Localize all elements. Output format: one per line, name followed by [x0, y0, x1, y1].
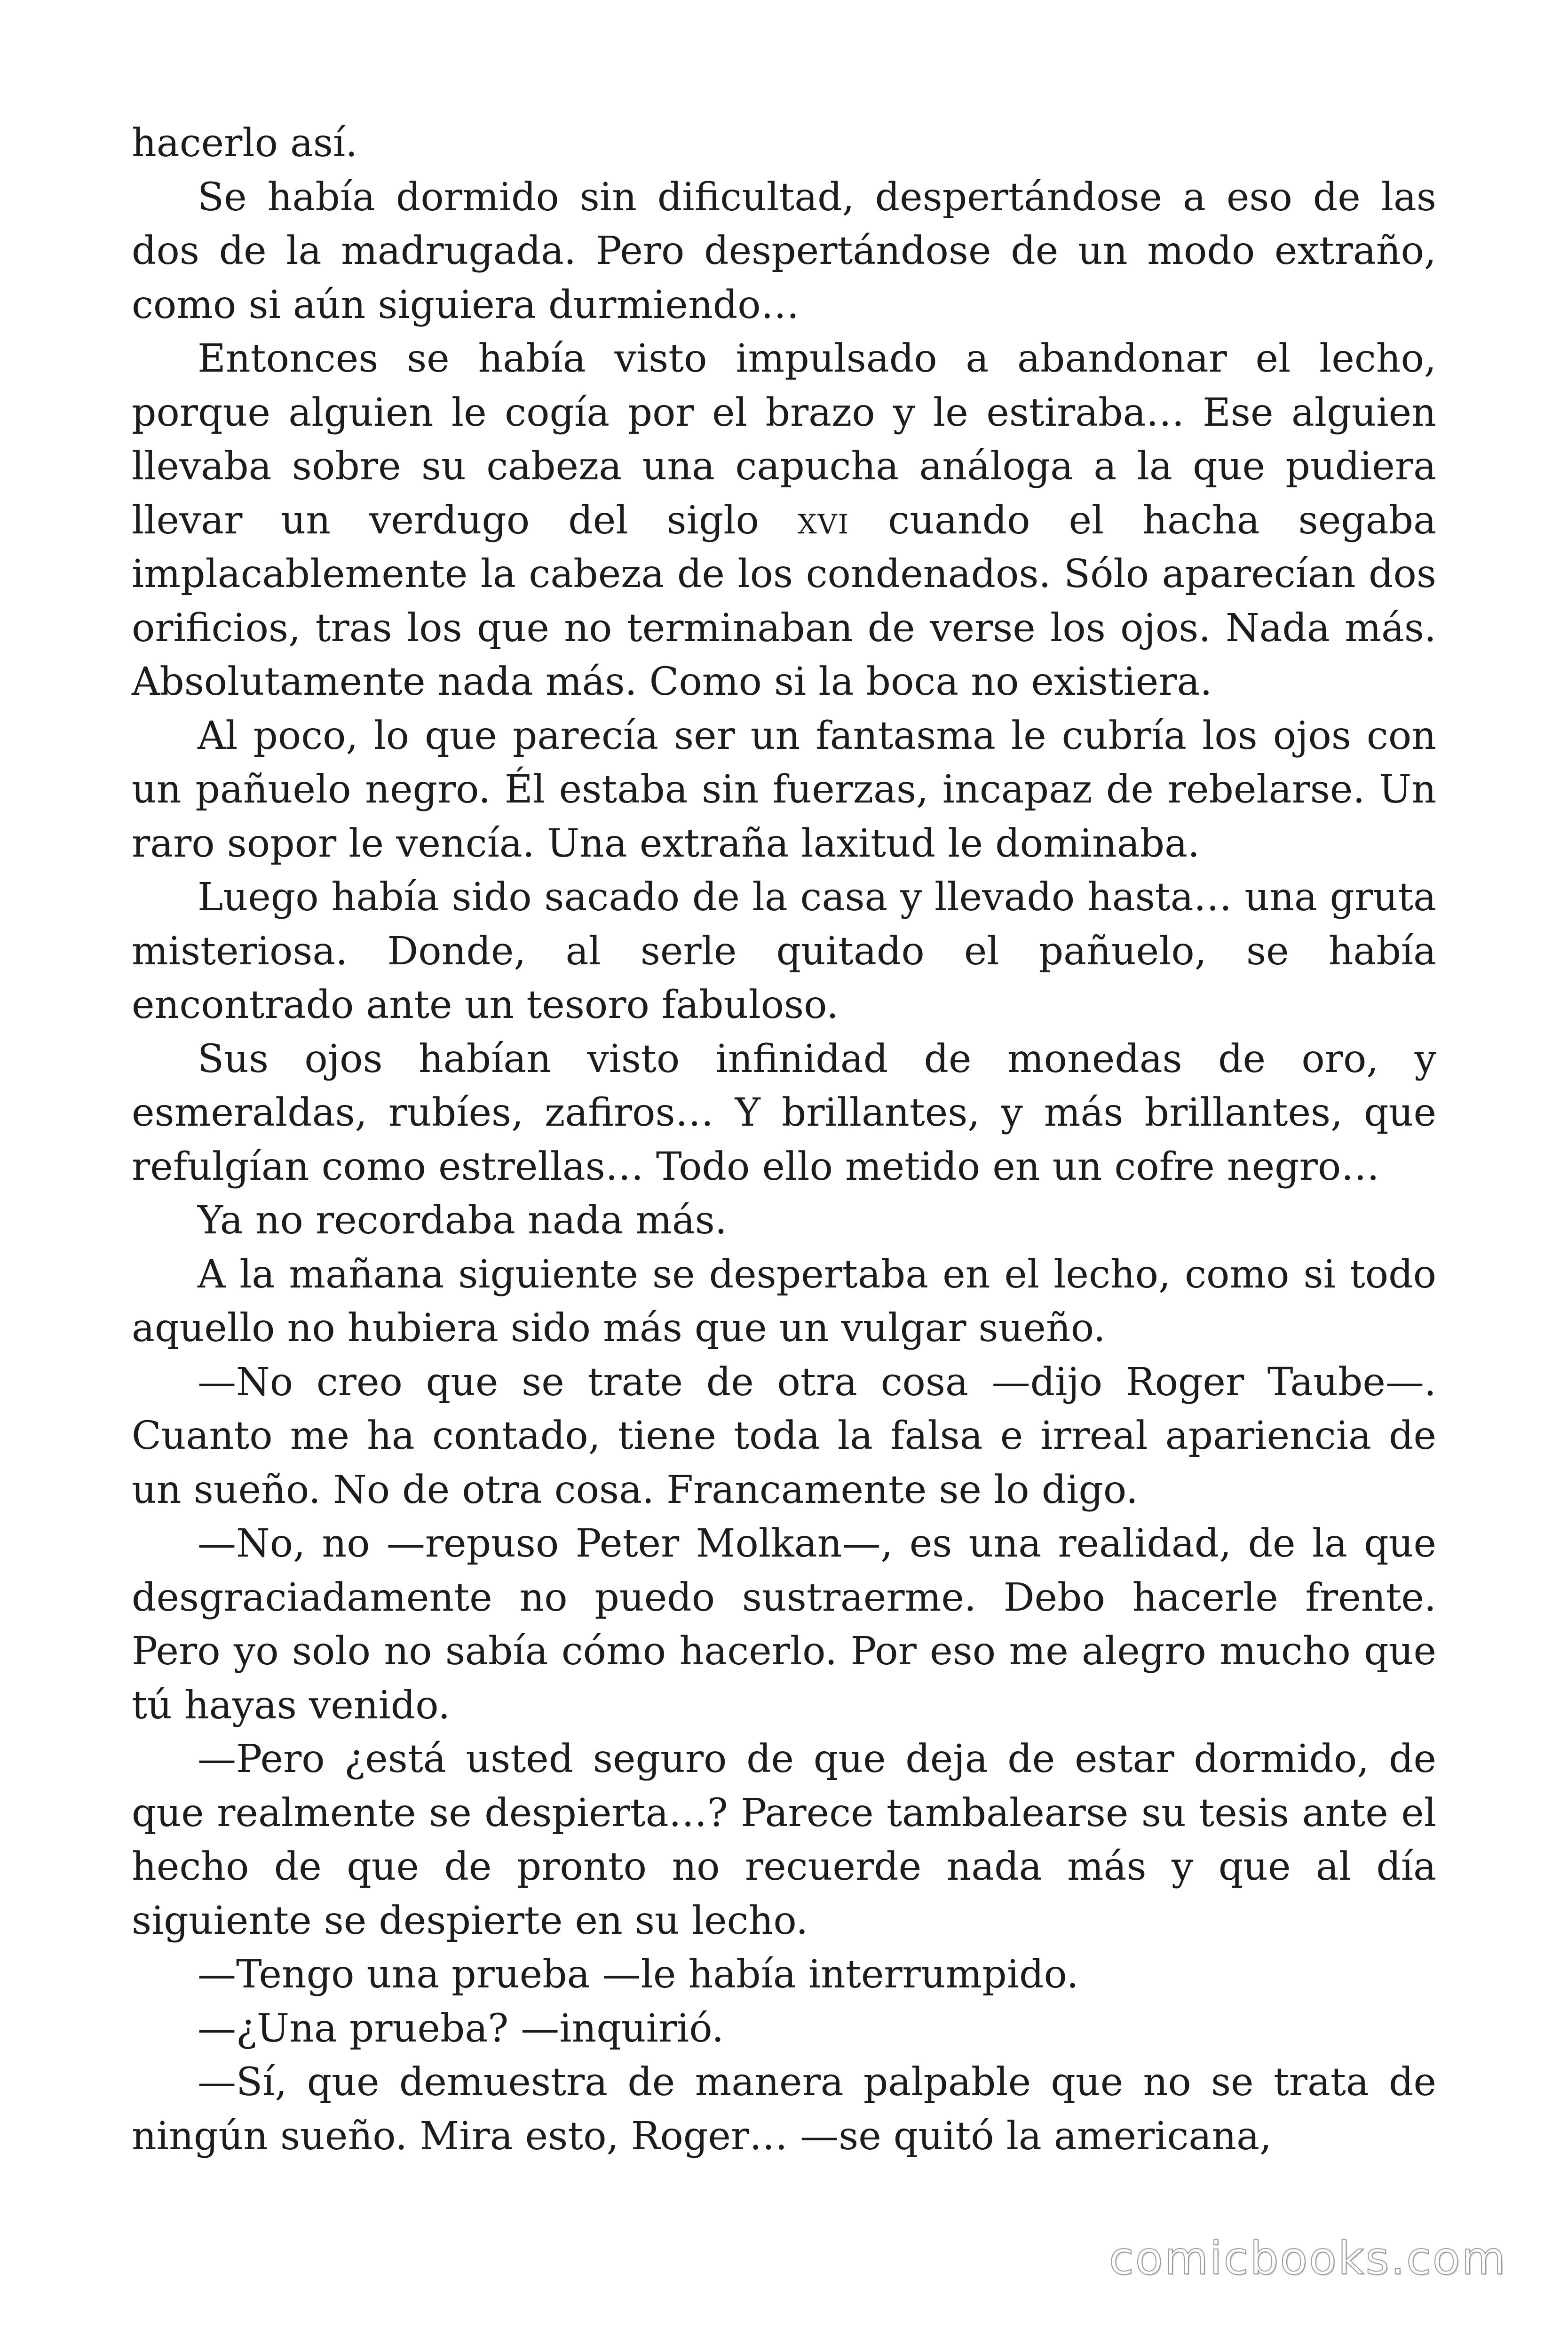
paragraph: Luego había sido sacado de la casa y llevado hasta… una gruta misteriosa. Donde, al serle quitado el pañuelo, se había encontrado ante un tesoro fabuloso.: [132, 875, 1436, 1027]
paragraph: —No creo que se trate de otra cosa —dijo Roger Taube—. Cuanto me ha contado, tiene toda la falsa e irreal apariencia de un sueño. No de otra cosa. Francamente se lo digo.: [132, 1359, 1436, 1512]
paragraph: Ya no recordaba nada más.: [198, 1198, 727, 1243]
paragraph: Sus ojos habían visto infinidad de monedas de oro, y esmeraldas, rubíes, zafiros… Y brillantes, y más brillantes, que refulgían como estrellas… Todo ello metido en un cofre negro…: [132, 1036, 1436, 1189]
paragraph-text: Entonces se había visto impulsado a abandonar el lecho, porque alguien le cogía por el brazo y le estiraba… Ese alguien llevaba sobre su cabeza una capucha análoga a la que pudiera llevar un verdugo del siglo: [132, 336, 1436, 543]
paragraph: A la mañana siguiente se despertaba en el lecho, como si todo aquello no hubiera sido más que un vulgar sueño.: [132, 1252, 1436, 1351]
paragraph: —Tengo una prueba —le había interrumpido.: [198, 1952, 1079, 1997]
paragraph: —No, no —repuso Peter Molkan—, es una realidad, de la que desgraciadamente no puedo sustraerme. Debo hacerle frente. Pero yo solo no sabía cómo hacerlo. Por eso me alegro mucho que tú hayas venido.: [132, 1521, 1436, 1728]
paragraph: —¿Una prueba? —inquirió.: [198, 2006, 724, 2051]
paragraph: Al poco, lo que parecía ser un fantasma le cubría los ojos con un pañuelo negro. Él estaba sin fuerzas, incapaz de rebelarse. Un raro sopor le vencía. Una extraña laxitud le dominaba.: [132, 713, 1436, 866]
paragraph: [132, 332, 1436, 709]
paragraph: Se había dormido sin dificultad, despertándose a eso de las dos de la madrugada. Pero despertándose de un modo extraño, como si aún siguiera durmiendo…: [132, 175, 1436, 327]
paragraph-text: cuando el hacha segaba implacablemente la cabeza de los condenados. Sólo aparecían dos orificios, tras los que no terminaban de verse los ojos. Nada más. Absolutamente nada más. Como si la boca no existiera.: [132, 498, 1436, 704]
page-text: [132, 117, 1436, 2163]
roman-numeral: xvi: [797, 498, 850, 543]
watermark: comicbooks.com: [1109, 2232, 1507, 2285]
paragraph: —Pero ¿está usted seguro de que deja de estar dormido, de que realmente se despierta…? Parece tambalearse su tesis ante el hecho de que de pronto no recuerde nada más y que al día siguiente se despierte en su lecho.: [132, 1737, 1436, 1943]
paragraph: hacerlo así.: [132, 121, 358, 166]
paragraph: —Sí, que demuestra de manera palpable que no se trata de ningún sueño. Mira esto, Roger… —se quitó la americana,: [132, 2060, 1436, 2159]
